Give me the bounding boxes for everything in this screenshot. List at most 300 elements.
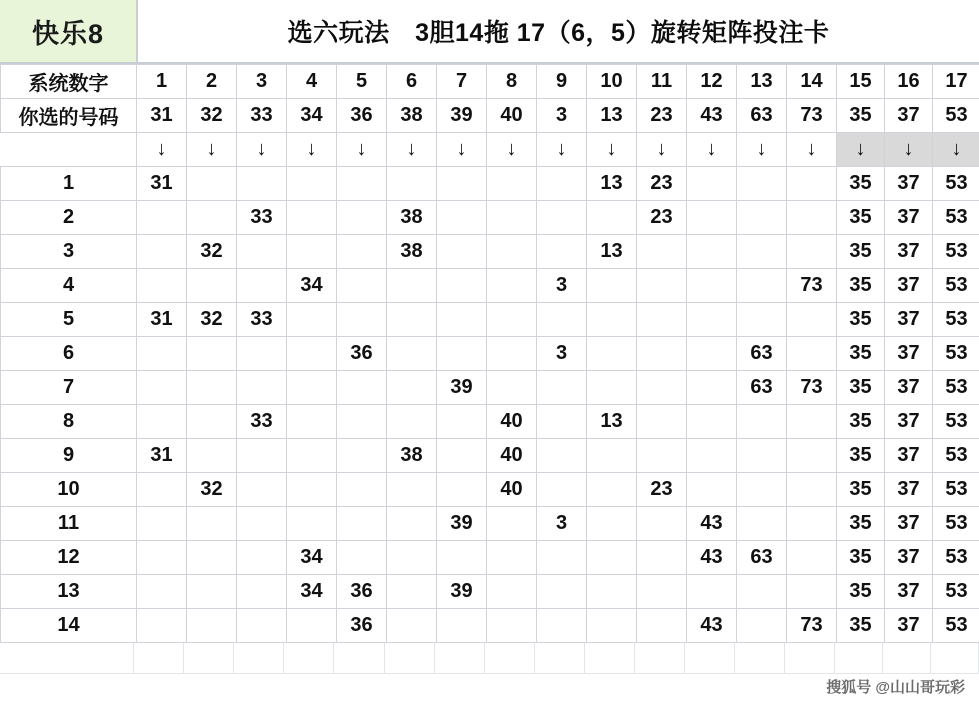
picked-number-cell: 40 (487, 99, 537, 133)
matrix-cell[interactable]: 53 (933, 405, 979, 439)
matrix-cell[interactable] (287, 439, 337, 473)
row-index-label: 8 (1, 405, 137, 439)
system-number-cell: 12 (687, 65, 737, 99)
system-number-cell: 7 (437, 65, 487, 99)
matrix-cell[interactable] (787, 439, 837, 473)
matrix-cell[interactable]: 37 (885, 405, 933, 439)
matrix-cell[interactable] (587, 473, 637, 507)
matrix-cell[interactable] (787, 303, 837, 337)
matrix-cell[interactable]: 53 (933, 235, 979, 269)
matrix-cell[interactable]: 35 (837, 269, 885, 303)
matrix-cell[interactable] (287, 235, 337, 269)
matrix-cell[interactable]: 3 (537, 337, 587, 371)
matrix-cell[interactable] (437, 303, 487, 337)
matrix-cell[interactable] (687, 337, 737, 371)
matrix-cell[interactable] (337, 405, 387, 439)
picked-number-cell: 31 (137, 99, 187, 133)
matrix-cell[interactable] (587, 269, 637, 303)
matrix-cell[interactable]: 3 (537, 269, 587, 303)
matrix-cell[interactable] (187, 337, 237, 371)
matrix-cell[interactable] (187, 609, 237, 643)
matrix-cell[interactable] (637, 507, 687, 541)
system-number-cell: 9 (537, 65, 587, 99)
matrix-cell[interactable] (287, 609, 337, 643)
matrix-cell[interactable] (737, 201, 787, 235)
footer-grid-cell (785, 643, 835, 674)
matrix-cell[interactable] (137, 575, 187, 609)
system-number-cell: 6 (387, 65, 437, 99)
matrix-cell[interactable] (237, 439, 287, 473)
matrix-cell[interactable] (737, 439, 787, 473)
matrix-cell[interactable] (587, 609, 637, 643)
matrix-table (0, 64, 979, 643)
matrix-cell[interactable] (137, 235, 187, 269)
system-numbers-row (1, 65, 979, 99)
down-arrow-icon: ↓ (933, 133, 979, 167)
matrix-cell[interactable]: 53 (933, 167, 979, 201)
matrix-cell[interactable] (237, 541, 287, 575)
matrix-cell[interactable]: 40 (487, 473, 537, 507)
matrix-cell[interactable]: 38 (387, 439, 437, 473)
matrix-cell[interactable] (687, 405, 737, 439)
matrix-cell[interactable]: 23 (637, 167, 687, 201)
matrix-cell[interactable] (637, 337, 687, 371)
system-number-cell: 15 (837, 65, 885, 99)
matrix-cell[interactable]: 13 (587, 405, 637, 439)
matrix-cell[interactable]: 39 (437, 507, 487, 541)
matrix-cell[interactable] (187, 167, 237, 201)
matrix-cell[interactable] (137, 337, 187, 371)
matrix-cell[interactable]: 37 (885, 575, 933, 609)
matrix-cell[interactable]: 37 (885, 507, 933, 541)
matrix-cell[interactable]: 23 (637, 473, 687, 507)
matrix-cell[interactable]: 43 (687, 507, 737, 541)
matrix-cell[interactable]: 36 (337, 337, 387, 371)
matrix-cell[interactable] (637, 405, 687, 439)
matrix-cell[interactable]: 35 (837, 541, 885, 575)
row-index-label: 3 (1, 235, 137, 269)
matrix-cell[interactable] (237, 235, 287, 269)
matrix-cell[interactable] (587, 303, 637, 337)
matrix-cell[interactable] (437, 167, 487, 201)
matrix-cell[interactable] (137, 371, 187, 405)
matrix-cell[interactable]: 35 (837, 201, 885, 235)
down-arrow-icon: ↓ (787, 133, 837, 167)
matrix-cell[interactable] (387, 541, 437, 575)
footer-grid-cell (685, 643, 735, 674)
matrix-cell[interactable] (787, 473, 837, 507)
matrix-cell[interactable]: 73 (787, 269, 837, 303)
matrix-cell[interactable] (387, 167, 437, 201)
matrix-cell[interactable]: 34 (287, 575, 337, 609)
matrix-cell[interactable] (687, 167, 737, 201)
matrix-cell[interactable] (187, 371, 237, 405)
matrix-cell[interactable]: 37 (885, 541, 933, 575)
picked-number-cell: 13 (587, 99, 637, 133)
matrix-cell[interactable] (237, 507, 287, 541)
matrix-cell[interactable]: 37 (885, 337, 933, 371)
matrix-cell[interactable]: 39 (437, 575, 487, 609)
matrix-cell[interactable]: 35 (837, 235, 885, 269)
down-arrow-icon: ↓ (287, 133, 337, 167)
matrix-cell[interactable]: 63 (737, 541, 787, 575)
matrix-cell[interactable] (187, 575, 237, 609)
row-index-label: 10 (1, 473, 137, 507)
matrix-cell[interactable] (737, 575, 787, 609)
matrix-cell[interactable] (387, 303, 437, 337)
matrix-cell[interactable] (387, 371, 437, 405)
matrix-cell[interactable]: 63 (737, 337, 787, 371)
matrix-cell[interactable] (587, 337, 637, 371)
matrix-cell[interactable] (687, 201, 737, 235)
matrix-cell[interactable]: 35 (837, 405, 885, 439)
down-arrow-icon: ↓ (687, 133, 737, 167)
matrix-cell[interactable]: 53 (933, 609, 979, 643)
table-row (1, 575, 979, 609)
row-index-label: 7 (1, 371, 137, 405)
matrix-cell[interactable] (687, 371, 737, 405)
matrix-cell[interactable] (687, 575, 737, 609)
table-row (1, 201, 979, 235)
matrix-cell[interactable] (637, 609, 687, 643)
matrix-cell[interactable] (637, 303, 687, 337)
matrix-cell[interactable] (787, 405, 837, 439)
matrix-cell[interactable]: 35 (837, 337, 885, 371)
matrix-cell[interactable] (537, 439, 587, 473)
matrix-cell[interactable]: 36 (337, 575, 387, 609)
matrix-cell[interactable] (537, 473, 587, 507)
matrix-cell[interactable] (187, 507, 237, 541)
matrix-cell[interactable] (287, 405, 337, 439)
footer-grid-cell (735, 643, 785, 674)
matrix-cell[interactable]: 38 (387, 201, 437, 235)
matrix-cell[interactable]: 33 (237, 201, 287, 235)
matrix-cell[interactable] (187, 405, 237, 439)
matrix-cell[interactable] (387, 405, 437, 439)
matrix-cell[interactable] (537, 371, 587, 405)
footer-grid-cell (835, 643, 883, 674)
matrix-cell[interactable] (337, 507, 387, 541)
matrix-cell[interactable]: 33 (237, 303, 287, 337)
matrix-cell[interactable] (537, 575, 587, 609)
matrix-cell[interactable]: 40 (487, 439, 537, 473)
system-number-cell: 16 (885, 65, 933, 99)
matrix-cell[interactable] (187, 541, 237, 575)
picked-number-cell: 63 (737, 99, 787, 133)
down-arrow-icon: ↓ (587, 133, 637, 167)
matrix-cell[interactable] (387, 269, 437, 303)
matrix-cell[interactable] (737, 167, 787, 201)
matrix-cell[interactable]: 53 (933, 541, 979, 575)
matrix-cell[interactable] (387, 473, 437, 507)
matrix-cell[interactable] (587, 507, 637, 541)
matrix-cell[interactable] (237, 269, 287, 303)
matrix-cell[interactable] (137, 473, 187, 507)
matrix-cell[interactable]: 53 (933, 303, 979, 337)
matrix-cell[interactable] (337, 473, 387, 507)
picked-number-cell: 53 (933, 99, 979, 133)
matrix-cell[interactable]: 13 (587, 167, 637, 201)
matrix-cell[interactable]: 37 (885, 439, 933, 473)
matrix-cell[interactable] (487, 541, 537, 575)
matrix-cell[interactable] (137, 507, 187, 541)
matrix-cell[interactable]: 32 (187, 303, 237, 337)
matrix-cell[interactable] (237, 609, 287, 643)
matrix-cell[interactable]: 35 (837, 371, 885, 405)
matrix-cell[interactable] (787, 575, 837, 609)
matrix-cell[interactable]: 53 (933, 507, 979, 541)
system-number-cell: 14 (787, 65, 837, 99)
matrix-cell[interactable]: 37 (885, 235, 933, 269)
matrix-cell[interactable]: 33 (237, 405, 287, 439)
matrix-cell[interactable]: 39 (437, 371, 487, 405)
matrix-cell[interactable] (187, 269, 237, 303)
matrix-cell[interactable] (787, 541, 837, 575)
matrix-cell[interactable] (537, 541, 587, 575)
matrix-cell[interactable]: 31 (137, 167, 187, 201)
matrix-cell[interactable] (787, 507, 837, 541)
matrix-cell[interactable]: 34 (287, 541, 337, 575)
row-index-label: 4 (1, 269, 137, 303)
matrix-cell[interactable]: 36 (337, 609, 387, 643)
matrix-cell[interactable] (337, 371, 387, 405)
matrix-cell[interactable]: 31 (137, 439, 187, 473)
matrix-cell[interactable] (387, 507, 437, 541)
matrix-cell[interactable]: 31 (137, 303, 187, 337)
matrix-cell[interactable] (437, 473, 487, 507)
matrix-cell[interactable] (637, 439, 687, 473)
down-arrow-icon: ↓ (487, 133, 537, 167)
matrix-cell[interactable] (337, 269, 387, 303)
matrix-cell[interactable]: 53 (933, 201, 979, 235)
watermark-text: 搜狐号 @山山哥玩彩 (826, 676, 965, 697)
matrix-cell[interactable]: 37 (885, 201, 933, 235)
matrix-cell[interactable]: 35 (837, 303, 885, 337)
picked-number-cell: 36 (337, 99, 387, 133)
matrix-cell[interactable] (237, 167, 287, 201)
footer-grid-cell (585, 643, 635, 674)
matrix-cell[interactable] (237, 337, 287, 371)
row-index-label: 13 (1, 575, 137, 609)
matrix-cell[interactable] (487, 269, 537, 303)
matrix-cell[interactable]: 53 (933, 473, 979, 507)
matrix-cell[interactable] (687, 269, 737, 303)
matrix-cell[interactable]: 53 (933, 269, 979, 303)
matrix-cell[interactable]: 53 (933, 575, 979, 609)
matrix-cell[interactable] (637, 541, 687, 575)
matrix-cell[interactable] (787, 167, 837, 201)
matrix-cell[interactable]: 37 (885, 371, 933, 405)
matrix-cell[interactable] (287, 167, 337, 201)
matrix-cell[interactable]: 35 (837, 609, 885, 643)
matrix-cell[interactable] (437, 439, 487, 473)
matrix-cell[interactable] (487, 201, 537, 235)
matrix-cell[interactable]: 35 (837, 439, 885, 473)
matrix-cell[interactable]: 32 (187, 473, 237, 507)
matrix-cell[interactable] (737, 235, 787, 269)
matrix-cell[interactable] (687, 473, 737, 507)
matrix-cell[interactable] (737, 609, 787, 643)
matrix-cell[interactable] (537, 405, 587, 439)
matrix-cell[interactable] (437, 541, 487, 575)
row-index-label: 1 (1, 167, 137, 201)
matrix-cell[interactable] (387, 337, 437, 371)
matrix-cell[interactable]: 23 (637, 201, 687, 235)
matrix-cell[interactable] (287, 473, 337, 507)
footer-grid-cell (284, 643, 334, 674)
matrix-cell[interactable] (737, 507, 787, 541)
matrix-cell[interactable]: 53 (933, 439, 979, 473)
matrix-cell[interactable]: 34 (287, 269, 337, 303)
matrix-cell[interactable]: 38 (387, 235, 437, 269)
matrix-cell[interactable] (587, 541, 637, 575)
matrix-cell[interactable] (387, 609, 437, 643)
matrix-cell[interactable]: 37 (885, 303, 933, 337)
matrix-cell[interactable]: 53 (933, 371, 979, 405)
system-number-cell: 17 (933, 65, 979, 99)
system-number-cell: 1 (137, 65, 187, 99)
matrix-cell[interactable] (787, 201, 837, 235)
matrix-cell[interactable] (787, 235, 837, 269)
footer-grid-cell (134, 643, 184, 674)
matrix-cell[interactable] (387, 575, 437, 609)
matrix-cell[interactable] (137, 405, 187, 439)
table-row (1, 337, 979, 371)
matrix-cell[interactable] (737, 269, 787, 303)
matrix-cell[interactable]: 35 (837, 167, 885, 201)
footer-grid-cell (883, 643, 931, 674)
matrix-cell[interactable] (487, 235, 537, 269)
matrix-cell[interactable] (487, 337, 537, 371)
footer-grid (0, 643, 979, 673)
row-index-label: 2 (1, 201, 137, 235)
matrix-cell[interactable]: 73 (787, 609, 837, 643)
matrix-cell[interactable] (637, 269, 687, 303)
matrix-cell[interactable] (337, 439, 387, 473)
table-row (1, 541, 979, 575)
footer-grid-cell (435, 643, 485, 674)
matrix-cell[interactable] (737, 303, 787, 337)
matrix-cell[interactable] (587, 201, 637, 235)
picked-number-cell: 35 (837, 99, 885, 133)
matrix-cell[interactable]: 37 (885, 609, 933, 643)
matrix-cell[interactable] (337, 235, 387, 269)
matrix-cell[interactable] (187, 201, 237, 235)
footer-grid-cell (334, 643, 384, 674)
matrix-cell[interactable] (437, 337, 487, 371)
picked-number-cell: 43 (687, 99, 737, 133)
down-arrow-icon: ↓ (637, 133, 687, 167)
matrix-cell[interactable] (737, 405, 787, 439)
matrix-cell[interactable]: 37 (885, 269, 933, 303)
matrix-cell[interactable] (137, 609, 187, 643)
matrix-cell[interactable] (537, 201, 587, 235)
matrix-cell[interactable]: 35 (837, 507, 885, 541)
matrix-cell[interactable] (487, 609, 537, 643)
table-row (1, 235, 979, 269)
matrix-cell[interactable] (487, 507, 537, 541)
row-index-label: 14 (1, 609, 137, 643)
footer-grid-cell (535, 643, 585, 674)
matrix-cell[interactable] (637, 235, 687, 269)
matrix-cell[interactable] (337, 167, 387, 201)
matrix-cell[interactable] (287, 371, 337, 405)
matrix-cell[interactable] (337, 541, 387, 575)
matrix-cell[interactable] (287, 201, 337, 235)
matrix-cell[interactable] (687, 303, 737, 337)
matrix-cell[interactable] (187, 439, 237, 473)
matrix-cell[interactable] (237, 371, 287, 405)
matrix-cell[interactable]: 35 (837, 575, 885, 609)
matrix-cell[interactable]: 53 (933, 337, 979, 371)
matrix-cell[interactable] (237, 575, 287, 609)
matrix-cell[interactable]: 43 (687, 541, 737, 575)
matrix-cell[interactable]: 43 (687, 609, 737, 643)
matrix-cell[interactable]: 32 (187, 235, 237, 269)
matrix-cell[interactable] (237, 473, 287, 507)
footer-grid-cell (635, 643, 685, 674)
matrix-cell[interactable] (487, 167, 537, 201)
matrix-cell[interactable] (437, 405, 487, 439)
matrix-cell[interactable] (637, 371, 687, 405)
matrix-cell[interactable] (437, 235, 487, 269)
matrix-cell[interactable] (587, 371, 637, 405)
matrix-cell[interactable]: 13 (587, 235, 637, 269)
matrix-cell[interactable] (437, 609, 487, 643)
matrix-cell[interactable] (437, 201, 487, 235)
matrix-cell[interactable] (537, 167, 587, 201)
matrix-cell[interactable] (637, 575, 687, 609)
matrix-cell[interactable] (787, 337, 837, 371)
matrix-cell[interactable] (137, 541, 187, 575)
matrix-cell[interactable]: 35 (837, 473, 885, 507)
matrix-cell[interactable] (487, 303, 537, 337)
matrix-cell[interactable]: 63 (737, 371, 787, 405)
table-row (1, 303, 979, 337)
matrix-cell[interactable] (537, 303, 587, 337)
matrix-cell[interactable] (587, 439, 637, 473)
matrix-cell[interactable]: 40 (487, 405, 537, 439)
matrix-cell[interactable] (337, 303, 387, 337)
matrix-cell[interactable] (487, 575, 537, 609)
matrix-cell[interactable] (287, 507, 337, 541)
matrix-cell[interactable]: 3 (537, 507, 587, 541)
matrix-cell[interactable]: 37 (885, 167, 933, 201)
matrix-cell[interactable] (537, 609, 587, 643)
picked-number-cell: 37 (885, 99, 933, 133)
matrix-cell[interactable] (287, 303, 337, 337)
row-index-label: 11 (1, 507, 137, 541)
matrix-cell[interactable] (537, 235, 587, 269)
matrix-cell[interactable]: 73 (787, 371, 837, 405)
matrix-cell[interactable] (687, 439, 737, 473)
matrix-cell[interactable] (587, 575, 637, 609)
picked-number-cell: 33 (237, 99, 287, 133)
system-number-cell: 13 (737, 65, 787, 99)
system-number-cell: 4 (287, 65, 337, 99)
matrix-cell[interactable] (737, 473, 787, 507)
matrix-cell[interactable] (687, 235, 737, 269)
matrix-cell[interactable] (137, 269, 187, 303)
system-number-cell: 2 (187, 65, 237, 99)
matrix-cell[interactable] (287, 337, 337, 371)
matrix-cell[interactable] (487, 371, 537, 405)
matrix-cell[interactable] (137, 201, 187, 235)
row-index-label: 9 (1, 439, 137, 473)
matrix-cell[interactable] (437, 269, 487, 303)
matrix-cell[interactable]: 37 (885, 473, 933, 507)
matrix-cell[interactable] (337, 201, 387, 235)
